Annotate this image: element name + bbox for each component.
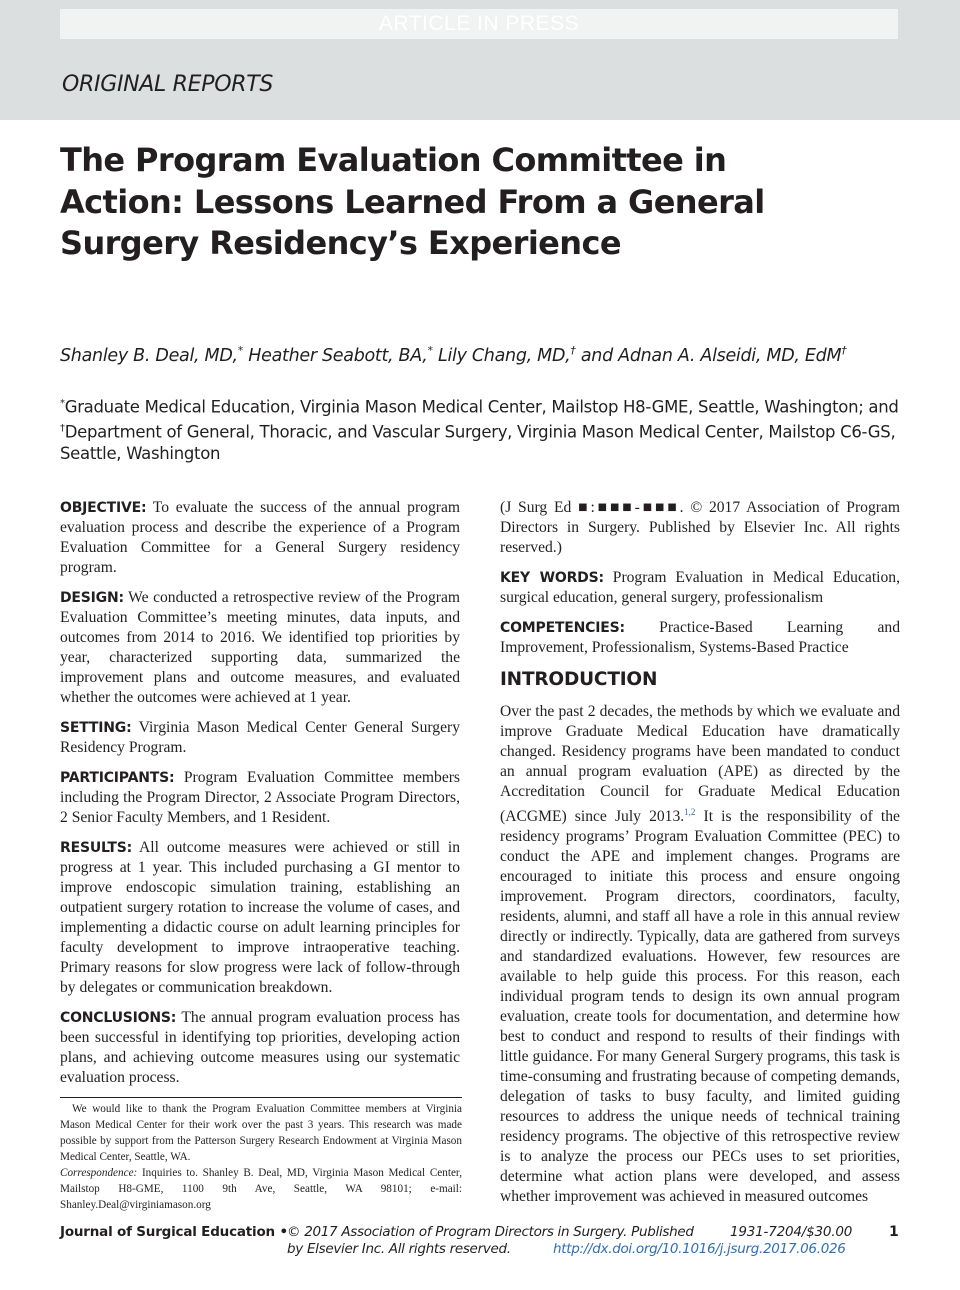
article-title: The Program Evaluation Committee in Action: Lessons Learned From a General Surgery Residency’s Experience (60, 141, 765, 262)
affiliation-text: Department of General, Thoracic, and Vascular Surgery, Virginia Mason Medical Center, Mailstop C6-GS, Seattle, Washington (60, 422, 896, 463)
abstract-column-left (60, 498, 460, 1088)
author-name: Lily Chang, MD, (438, 345, 571, 366)
journal-name: Journal of Surgical Education • (60, 1224, 288, 1240)
footnotes (60, 1101, 462, 1213)
affiliation-mark: † (841, 344, 847, 357)
competencies-label: COMPETENCIES: (500, 620, 625, 636)
issn: 1931-7204/$30.00 (730, 1224, 853, 1240)
correspondence-label: Correspondence: (60, 1167, 138, 1179)
footer-copyright: © 2017 Association of Program Directors in Surgery. Published by Elsevier Inc. All rights reserved. (287, 1224, 694, 1257)
abstract-objective: OBJECTIVE: To evaluate the success of the annual program evaluation process and describe the experience of a Program Evaluation Committee for a General Surgery residency program. (60, 499, 460, 576)
keywords: KEY WORDS: Program Evaluation in Medical Education, surgical education, general surgery, professionalism (500, 569, 900, 606)
introduction-heading: INTRODUCTION (500, 669, 658, 690)
affiliation-text: Graduate Medical Education, Virginia Mason Medical Center, Mailstop H8-GME, Seattle, Washington; and (64, 397, 899, 417)
conclusions-label: CONCLUSIONS: (60, 1010, 177, 1026)
competencies: COMPETENCIES: Practice-Based Learning and Improvement, Professionalism, Systems-Based Practice (500, 619, 900, 656)
footnote-divider (60, 1097, 462, 1098)
citation: (J Surg Ed ■:■■■-■■■. © 2017 Association of Program Directors in Surgery. Published by Elsevier Inc. All rights reserved.) (500, 499, 900, 556)
abstract-setting: SETTING: Virginia Mason Medical Center General Surgery Residency Program. (60, 719, 460, 756)
author-name: and Adnan A. Alseidi, MD, EdM (580, 345, 842, 366)
author-name: Shanley B. Deal, MD, (60, 345, 238, 366)
affiliation-mark: † (570, 344, 576, 357)
design-label: DESIGN: (60, 590, 124, 606)
abstract-results: RESULTS: All outcome measures were achieved or still in progress at 1 year. This included purchasing a GI mentor to improve endoscopic simulation training, establishing an outpatient surgery rotation to increase the volume of cases, and implementing a didactic course on adult learning principles for faculty development to improve intraoperative teaching. Primary reasons for slow progress were lack of follow-through by delegates or communication breakdown. (60, 839, 460, 996)
abstract-participants: PARTICIPANTS: Program Evaluation Committee members including the Program Director, 2 Associate Program Directors, 2 Senior Faculty Members, and 1 Resident. (60, 769, 460, 826)
section-label: ORIGINAL REPORTS (62, 72, 274, 97)
correspondence: Correspondence: Inquiries to. Shanley B. Deal, MD, Virginia Mason Medical Center, Mailstop H8-GME, 1100 9th Ave, Seattle, WA 98101; e-mail: Shanley.Deal@virginiamason.org (60, 1167, 462, 1211)
affiliation-mark: † (60, 423, 65, 434)
setting-label: SETTING: (60, 720, 132, 736)
introduction-text: Over the past 2 decades, the methods by which we evaluate and improve Graduate Medical Education have dramatically changed. Residency programs have been mandated to conduct an annual program evaluation (APE) as directed by the Accreditation Council for Graduate Medical Education (ACGME) since July 2013.$^{1,2}$ It is the responsibility of the residency programs’ Program Evaluation Committee (PEC) to conduct the APE and implement changes. Programs are encouraged to initiate this process and ensure ongoing improvement. Program directors, coordinators, faculty, residents, alumni, and staff all have a role in this annual review directly or indirectly. Typically, data are gathered from surveys and standardized evaluations. However, few resources are available to help guide this process. For this reason, each individual program tends to design its own annual program evaluation, create tools for documentation, and determine how best to conduct and respond to results of their findings with little guidance. For many General Surgery programs, this task is time-consuming and frustrating because of competing demands, delegation of tasks to busy faculty, and limited guiding resources to address the unique needs of technical training residency programs. The objective of this retrospective review is to analyze the process our PECs uses to set priorities, determine what action plans were developed, and assess whether improvement was achieved in measured outcomes (500, 703, 900, 1206)
author-list (60, 344, 920, 366)
author-name: Heather Seabott, BA, (248, 345, 428, 366)
abstract-conclusions: CONCLUSIONS: The annual program evaluation process has been successful in identifying top priorities, developing action plans, and achieving outcome measures using our systematic evaluation process. (60, 1009, 460, 1086)
results-label: RESULTS: (60, 840, 133, 856)
participants-label: PARTICIPANTS: (60, 770, 175, 786)
page-number: 1 (889, 1224, 899, 1240)
abstract-design: DESIGN: We conducted a retrospective review of the Program Evaluation Committee’s meeting minutes, data inputs, and outcomes from 2014 to 2016. We identified top priorities by year, characterized supporting data, summarized the improvement plans and outcome measures, and evaluated whether the outcomes were achieved at 1 year. (60, 589, 460, 706)
doi-link[interactable]: http://dx.doi.org/10.1016/j.jsurg.2017.06.026 (553, 1241, 846, 1257)
affiliation-mark: * (427, 344, 433, 357)
affiliation-mark: * (60, 398, 65, 409)
affiliations (60, 393, 902, 465)
objective-label: OBJECTIVE: (60, 500, 147, 516)
abstract-column-right (500, 498, 900, 1207)
acknowledgment: We would like to thank the Program Evaluation Committee members at Virginia Mason Medical Center for their work over the past 3 years. This research was made possible by support from the Patterson Surgery Research Endowment at Virginia Mason Medical Center, Seattle, WA. (60, 1103, 462, 1163)
article-in-press-banner: ARTICLE IN PRESS (60, 9, 898, 39)
reference-link[interactable]: 1,2 (684, 807, 696, 817)
keywords-label: KEY WORDS: (500, 570, 604, 586)
affiliation-mark: * (237, 344, 243, 357)
